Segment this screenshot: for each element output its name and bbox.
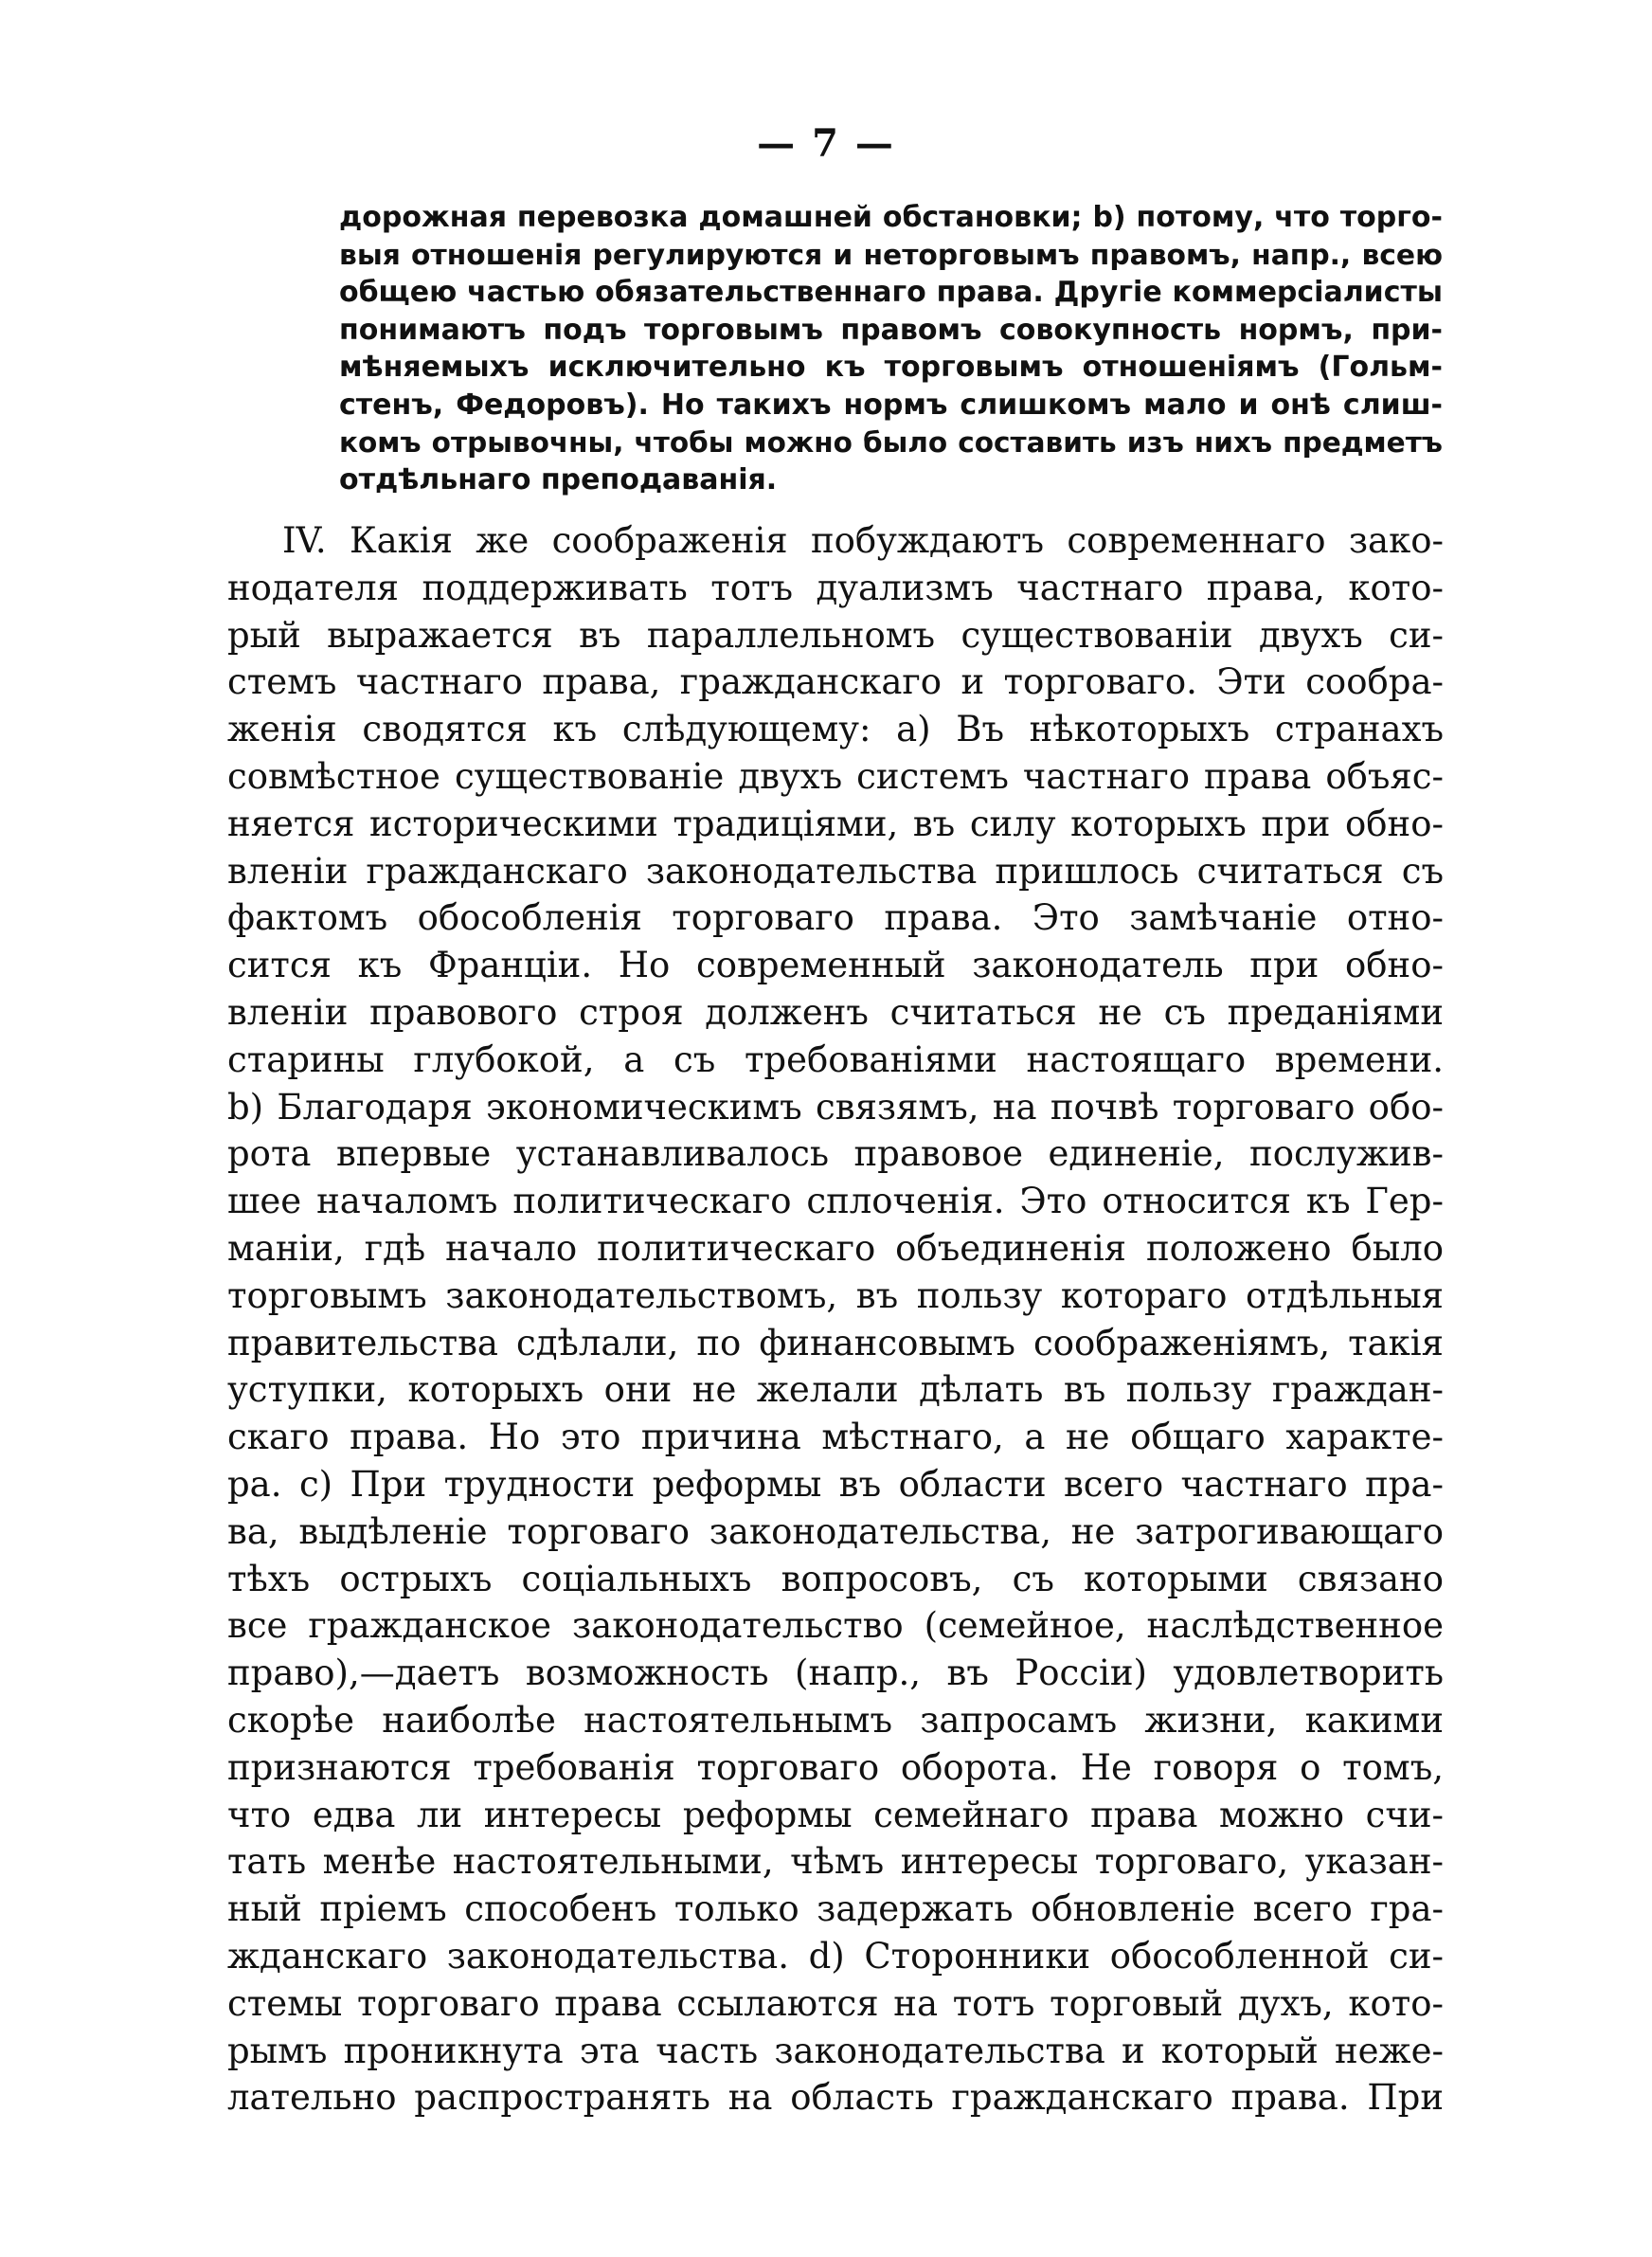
body-line: что едва ли интересы реформы семейнаго права можно счи- (227, 1794, 1444, 1835)
body-line: фактомъ обособленія торговаго права. Это замѣчаніе отно- (227, 897, 1444, 939)
body-line: нодателя поддерживать тотъ дуализмъ частнаго права, кото- (227, 567, 1444, 608)
body-line: рымъ проникнута эта часть законодательства и который неже- (227, 2030, 1444, 2071)
body-line: женія сводятся къ слѣдующему: a) Въ нѣкоторыхъ странахъ (227, 709, 1444, 750)
body-line: уступки, которыхъ они не желали дѣлать въ пользу граждан- (227, 1369, 1444, 1411)
body-line: вленіи правового строя долженъ считаться не съ преданіями (227, 991, 1444, 1033)
footnote-line: дорожная перевозка домашней обстановки; b) потому, что торго- (339, 201, 1443, 234)
footnote-line: мѣняемыхъ исключительно къ торговымъ отношеніямъ (Гольм- (339, 351, 1443, 385)
page-number: — 7 — (757, 121, 895, 166)
body-line: тать менѣе настоятельными, чѣмъ интересы торговаго, указан- (227, 1841, 1444, 1883)
body-line: стемъ частнаго права, гражданскаго и торговаго. Эти сообра- (227, 661, 1444, 703)
body-line: ра. c) При трудности реформы въ области всего частнаго пра- (227, 1463, 1444, 1505)
body-line: лательно распространять на область гражданскаго права. При (227, 2077, 1444, 2119)
body-line: все гражданское законодательство (семейное, наслѣдственное (227, 1605, 1444, 1647)
footnote-line: общею частью обязательственнаго права. Другіе коммерсіалисты (339, 276, 1443, 310)
body-line: скаго права. Но это причина мѣстнаго, а не общаго характе- (227, 1417, 1444, 1458)
footnote-line: комъ отрывочны, чтобы можно было составить изъ нихъ предметъ (339, 425, 1443, 459)
body-line: рота впервые устанавливалось правовое единеніе, послужив- (227, 1133, 1444, 1175)
body-line: IV. Какія же соображенія побуждаютъ современнаго зако- (282, 520, 1444, 561)
body-line: няется историческими традиціями, въ силу которыхъ при обно- (227, 803, 1444, 844)
body-line: совмѣстное существованіе двухъ системъ частнаго права объяс- (227, 755, 1444, 797)
footnote-line: понимаютъ подъ торговымъ правомъ совокупность нормъ, при- (339, 313, 1443, 347)
body-line: ный пріемъ способенъ только задержать обновленіе всего гра- (227, 1888, 1444, 1930)
body-line: ва, выдѣленіе торговаго законодательства, не затрогивающаго (227, 1510, 1444, 1552)
body-line: стемы торговаго права ссылаются на тотъ торговый духъ, кото- (227, 1982, 1444, 2024)
body-line: сится къ Франціи. Но современный законодатель при обно- (227, 945, 1444, 986)
body-line: жданскаго законодательства. d) Сторонники обособленной си- (227, 1935, 1444, 1977)
body-line: рый выражается въ параллельномъ существованіи двухъ си- (227, 614, 1444, 656)
footnote-line: отдѣльнаго преподаванія. (339, 463, 778, 497)
body-line: вленіи гражданскаго законодательства пришлось считаться съ (227, 850, 1444, 892)
body-line: b) Благодаря экономическимъ связямъ, на почвѣ торговаго обо- (227, 1086, 1444, 1128)
body-line: старины глубокой, а съ требованіями настоящаго времени. (227, 1038, 1444, 1080)
body-line: маніи, гдѣ начало политическаго объединенія положено было (227, 1227, 1444, 1269)
footnote (339, 199, 1443, 499)
body-line: шее началомъ политическаго сплоченія. Это относится къ Гер- (227, 1181, 1444, 1222)
body-line: скорѣе наиболѣе настоятельнымъ запросамъ жизни, какими (227, 1699, 1444, 1741)
body-line: право),—даетъ возможность (напр., въ Россіи) удовлетворить (227, 1652, 1444, 1694)
body-line: правительства сдѣлали, по финансовымъ соображеніямъ, такія (227, 1322, 1444, 1363)
footnote-line: выя отношенія регулируются и неторговымъ правомъ, напр., всею (339, 238, 1443, 272)
body-text (227, 517, 1444, 2122)
footnote-line: стенъ, Федоровъ). Но такихъ нормъ слишкомъ мало и онѣ слиш- (339, 388, 1443, 422)
body-line: торговымъ законодательствомъ, въ пользу котораго отдѣльныя (227, 1274, 1444, 1316)
body-line: тѣхъ острыхъ соціальныхъ вопросовъ, съ которыми связано (227, 1558, 1444, 1599)
body-line: признаются требованія торговаго оборота. Не говоря о томъ, (227, 1746, 1444, 1788)
